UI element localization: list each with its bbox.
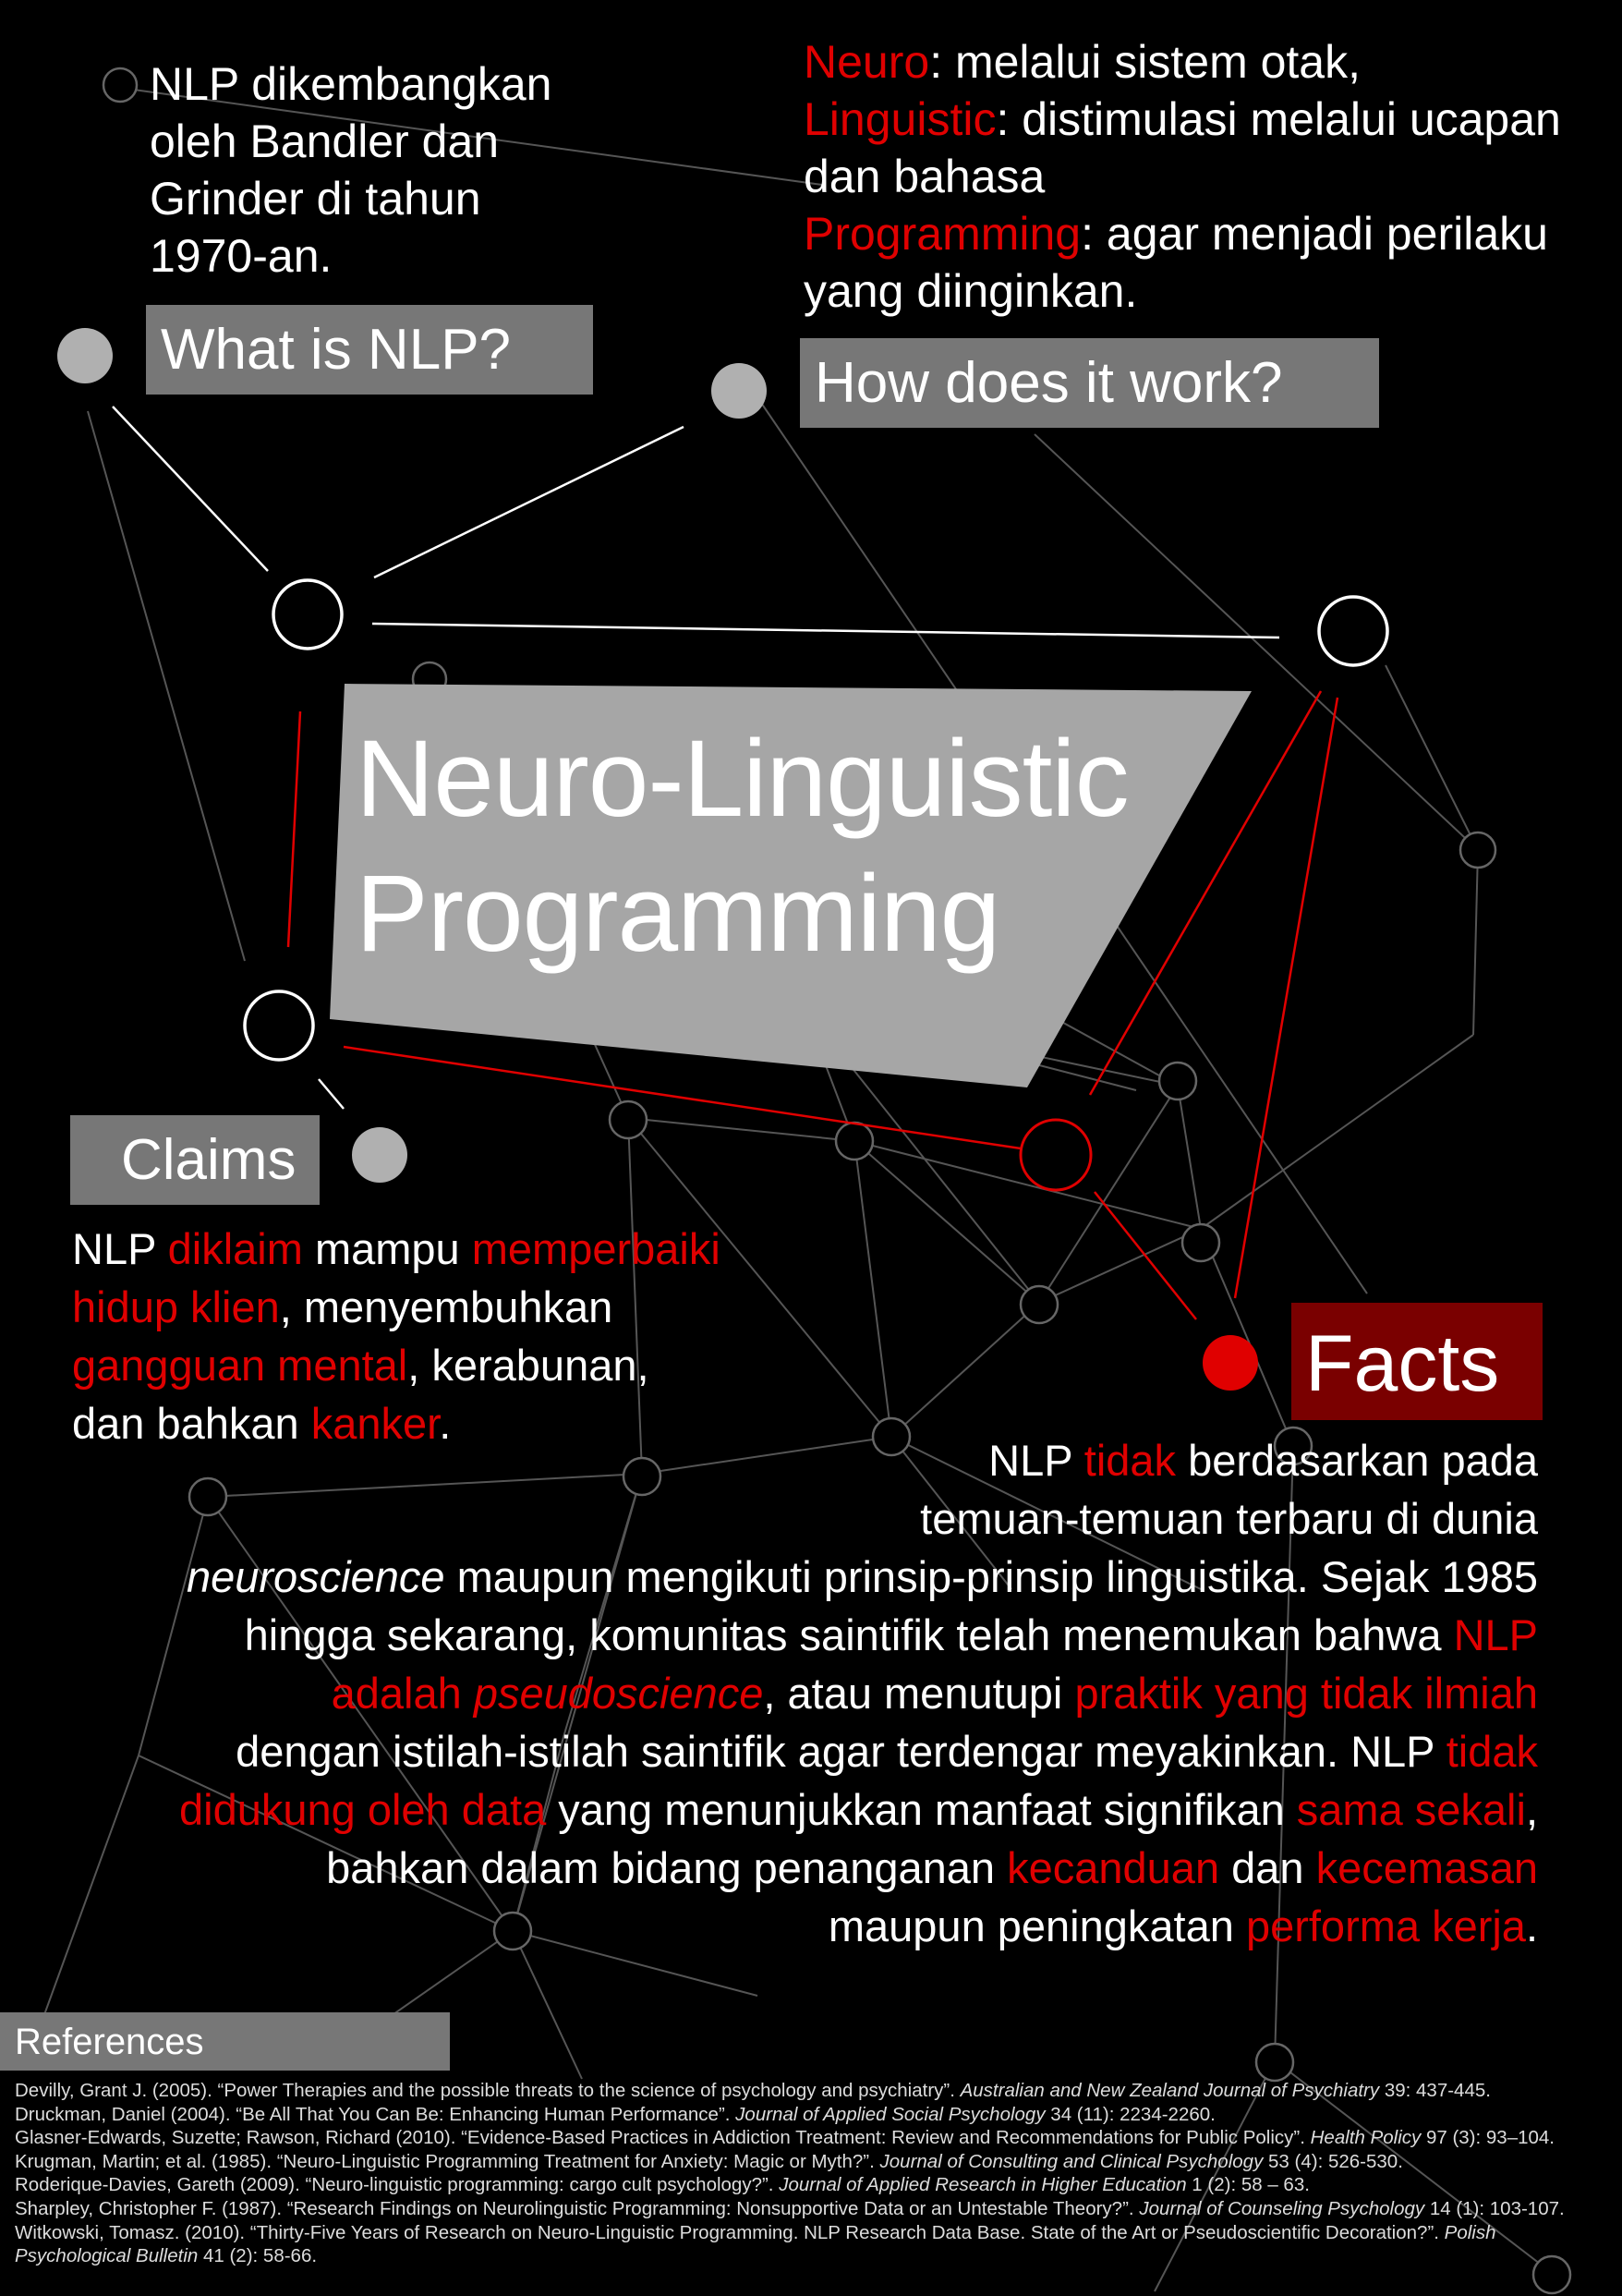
reference-journal: Journal of Applied Research in Higher Education <box>779 2174 1187 2196</box>
claims-label <box>70 1115 320 1205</box>
page-title <box>356 711 1129 981</box>
facts-span: NLP <box>988 1436 1084 1485</box>
claims-span: , menyembuhkan <box>279 1282 613 1331</box>
reference-text: Devilly, Grant J. (2005). “Power Therapies and the possible threats to the science of psychology and psychiatry”. <box>15 2080 961 2101</box>
programming-text: : agar menjadi perilaku <box>1081 208 1548 260</box>
facts-line: temuan-temuan terbaru di dunia <box>920 1494 1538 1543</box>
ring-node-left <box>245 991 313 1060</box>
facts-line <box>179 1839 1538 1897</box>
claims-line <box>72 1278 720 1336</box>
neuro-text: : melalui sistem otak, <box>929 36 1362 88</box>
linguistic-text: : distimulasi melalui ucapan <box>996 93 1561 145</box>
facts-span: kecanduan <box>1007 1843 1220 1892</box>
reference-text: Krugman, Martin; et al. (1985). “Neuro-Linguistic Programming Treatment for Anxiety: Magic or Myth?”. <box>15 2150 880 2172</box>
reference-text: 1 (2): 58 – 63. <box>1186 2174 1310 2196</box>
what-is-nlp-line: NLP dikembangkan <box>150 58 552 110</box>
facts-span: , atau menutupi <box>763 1669 1075 1718</box>
facts-span: . <box>1525 1901 1538 1950</box>
what-is-nlp-line: oleh Bandler dan <box>150 115 500 167</box>
reference-journal: Journal of Counseling Psychology <box>1139 2197 1425 2219</box>
reference-item <box>15 2197 1613 2221</box>
claims-span: memperbaiki <box>471 1224 720 1273</box>
references-list <box>15 2079 1613 2268</box>
facts-marker <box>1203 1335 1258 1391</box>
what-is-nlp-line: 1970-an. <box>150 230 333 282</box>
facts-span: tidak <box>1446 1727 1538 1776</box>
reference-text: Witkowski, Tomasz. (2010). “Thirty-Five Years of Research on Neuro-Linguistic Programming. NLP Research Data Base. State of the Art or Pseudoscientific Decoration?”. <box>15 2221 1445 2243</box>
facts-span: didukung oleh data <box>179 1785 547 1834</box>
claims-line <box>72 1336 720 1394</box>
reference-journal: Journal of Consulting and Clinical Psychology <box>879 2150 1264 2172</box>
facts-line <box>179 1897 1538 1955</box>
facts-span: neuroscience <box>186 1552 445 1601</box>
reference-journal: Psychological Bulletin <box>15 2245 199 2267</box>
reference-item <box>15 2103 1613 2127</box>
claims-span: . <box>439 1399 452 1448</box>
claims-marker <box>352 1127 407 1183</box>
facts-span: hingga sekarang, komunitas saintifik telah menemukan bahwa <box>244 1610 1454 1659</box>
claims-label-text: Claims <box>121 1128 297 1192</box>
reference-journal: Australian and New Zealand Journal of Psychiatry <box>960 2080 1380 2101</box>
linguistic-line <box>804 91 1561 148</box>
reference-text: 14 (1): 103-107. <box>1424 2197 1565 2219</box>
what-is-nlp-label-text: What is NLP? <box>161 318 512 382</box>
claims-line <box>72 1220 720 1278</box>
reference-text: 39: 437-445. <box>1379 2080 1491 2101</box>
reference-text: 34 (11): 2234-2260. <box>1045 2103 1216 2125</box>
ring-node-top-right <box>1319 597 1387 665</box>
reference-text: Roderique-Davies, Gareth (2009). “Neuro-linguistic programming: cargo cult psychology?”. <box>15 2174 780 2196</box>
linguistic-text-2: dan bahasa <box>804 151 1046 202</box>
title-line-1: Neuro-Linguistic <box>356 718 1129 840</box>
references-label-text: References <box>15 2022 204 2062</box>
what-is-nlp-line: Grinder di tahun <box>150 173 481 225</box>
reference-item <box>15 2150 1613 2174</box>
facts-span: berdasarkan pada <box>1176 1436 1538 1485</box>
reference-text: 41 (2): 58-66. <box>198 2245 318 2267</box>
claims-span: diklaim <box>167 1224 303 1273</box>
claims-span: hidup klien <box>72 1282 280 1331</box>
reference-text: Sharpley, Christopher F. (1987). “Research Findings on Neurolinguistic Programming: Nonsupportive Data or an Untestable Theory?”. <box>15 2197 1140 2219</box>
how-it-works-marker <box>711 363 767 419</box>
facts-line <box>179 1431 1538 1489</box>
facts-label <box>1291 1303 1543 1420</box>
reference-journal: Polish <box>1444 2221 1496 2243</box>
what-is-nlp-marker <box>57 328 113 383</box>
reference-item <box>15 2079 1613 2103</box>
facts-span: praktik yang tidak ilmiah <box>1074 1669 1538 1718</box>
claims-span: gangguan mental <box>72 1341 408 1390</box>
claims-span: dan bahkan <box>72 1399 311 1448</box>
how-it-works-label <box>800 338 1379 428</box>
programming-term: Programming <box>804 208 1082 260</box>
facts-span: maupun peningkatan <box>828 1901 1246 1950</box>
how-it-works-label-text: How does it work? <box>815 351 1283 415</box>
programming-line <box>804 205 1561 262</box>
facts-span: performa kerja <box>1245 1901 1526 1950</box>
facts-span: sama sekali <box>1296 1785 1526 1834</box>
facts-span: NLP <box>1453 1610 1538 1659</box>
how-it-works-text <box>804 33 1561 320</box>
facts-text <box>179 1431 1538 1955</box>
facts-span: yang menunjukkan manfaat signifikan <box>546 1785 1297 1834</box>
what-is-nlp-text <box>150 55 551 285</box>
claims-span: , kerabunan, <box>407 1341 649 1390</box>
ring-node-top-left <box>273 580 342 649</box>
reference-item <box>15 2221 1613 2245</box>
neuro-line <box>804 33 1561 91</box>
neuro-term: Neuro <box>804 36 930 88</box>
reference-journal: Journal of Applied Social Psychology <box>735 2103 1046 2125</box>
facts-line <box>179 1722 1538 1780</box>
reference-item <box>15 2244 1613 2268</box>
facts-span: maupun mengikuti prinsip-prinsip linguistika. Sejak 1985 <box>444 1552 1538 1601</box>
facts-span: kecemasan <box>1315 1843 1538 1892</box>
programming-text-2: yang diinginkan. <box>804 265 1138 317</box>
reference-text: 53 (4): 526-530. <box>1263 2150 1403 2172</box>
facts-span: dan <box>1219 1843 1316 1892</box>
reference-item <box>15 2173 1613 2197</box>
facts-span: , <box>1525 1785 1538 1834</box>
claims-span: NLP <box>72 1224 168 1273</box>
ring-node-red <box>1021 1120 1091 1190</box>
title-line-2: Programming <box>356 853 1000 975</box>
linguistic-term: Linguistic <box>804 93 997 145</box>
facts-span: adalah <box>331 1669 474 1718</box>
facts-span: bahkan dalam bidang penanganan <box>326 1843 1008 1892</box>
reference-text: Druckman, Daniel (2004). “Be All That You Can Be: Enhancing Human Performance”. <box>15 2103 736 2125</box>
facts-line <box>179 1548 1538 1606</box>
facts-line <box>179 1606 1538 1664</box>
reference-item <box>15 2126 1613 2150</box>
facts-label-text: Facts <box>1305 1319 1500 1408</box>
claims-span: kanker <box>310 1399 440 1448</box>
facts-span: pseudoscience <box>473 1669 764 1718</box>
facts-line <box>179 1780 1538 1839</box>
claims-text <box>72 1220 720 1452</box>
facts-line <box>179 1664 1538 1722</box>
facts-span: tidak <box>1083 1436 1177 1485</box>
references-label <box>0 2012 450 2071</box>
claims-span: mampu <box>302 1224 472 1273</box>
facts-span: dengan istilah-istilah saintifik agar terdengar meyakinkan. NLP <box>236 1727 1446 1776</box>
what-is-nlp-label <box>146 305 593 395</box>
reference-journal: Health Policy <box>1310 2127 1422 2149</box>
reference-text: Glasner-Edwards, Suzette; Rawson, Richard (2010). “Evidence-Based Practices in Addiction Treatment: Review and Recommendations for Public Policy”. <box>15 2127 1311 2149</box>
reference-text: 97 (3): 93–104. <box>1421 2127 1555 2149</box>
